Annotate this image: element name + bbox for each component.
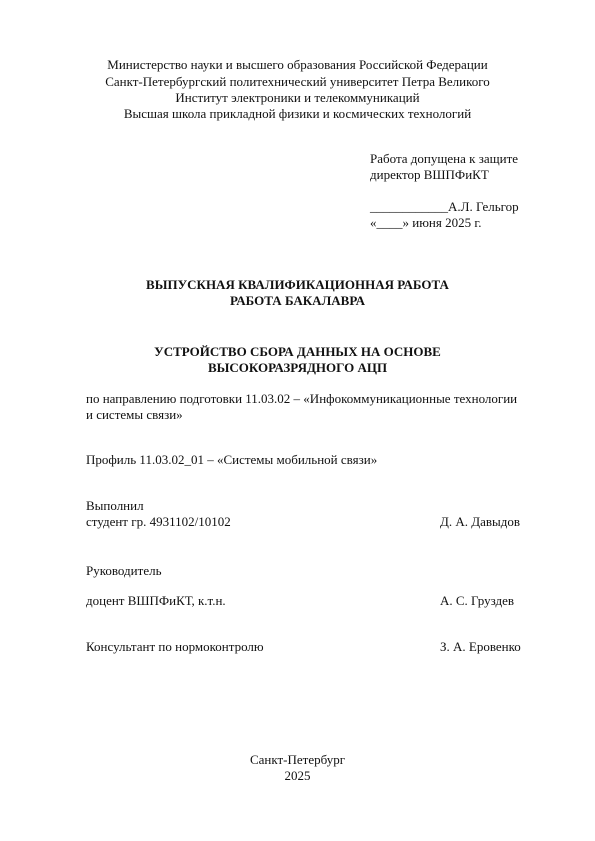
supervisor-name: А. С. Груздев [440, 593, 515, 608]
student-label: Выполнил [86, 498, 144, 513]
institute-line: Институт электроники и телекоммуникаций [175, 90, 420, 105]
consultant-position: Консультант по нормоконтролю [86, 639, 264, 654]
footer-city: Санкт-Петербург [249, 752, 346, 767]
work-type-line2: РАБОТА БАКАЛАВРА [230, 293, 365, 308]
supervisor-position: доцент ВШПФиКТ, к.т.н. [86, 593, 226, 608]
approval-director: директор ВШПФиКТ [370, 167, 489, 182]
direction-line1: по направлению подготовки 11.03.02 – «Инфокоммуникационные технологии [86, 391, 518, 406]
title-line2: ВЫСОКОРАЗРЯДНОГО АЦП [207, 360, 388, 375]
student-position: студент гр. 4931102/10102 [86, 514, 231, 529]
approval-line: Работа допущена к защите [370, 151, 519, 166]
consultant-name: З. А. Еровенко [440, 639, 521, 654]
direction-line2: и системы связи» [86, 407, 183, 422]
student-name: Д. А. Давыдов [440, 514, 521, 529]
school-line: Высшая школа прикладной физики и космических технологий [123, 106, 472, 121]
profile-line: Профиль 11.03.02_01 – «Системы мобильной связи» [86, 452, 378, 467]
ministry-line: Министерство науки и высшего образования Российской Федерации [107, 57, 488, 72]
supervisor-label: Руководитель [86, 563, 162, 578]
approval-date: «____» июня 2025 г. [370, 215, 482, 230]
approval-signature: ____________А.Л. Гельгор [370, 199, 519, 214]
university-line: Санкт-Петербургский политехнический университет Петра Великого [105, 74, 490, 89]
title-line1: УСТРОЙСТВО СБОРА ДАННЫХ НА ОСНОВЕ [154, 344, 441, 359]
work-type-line1: ВЫПУСКНАЯ КВАЛИФИКАЦИОННАЯ РАБОТА [146, 277, 449, 292]
footer-year: 2025 [284, 768, 311, 783]
